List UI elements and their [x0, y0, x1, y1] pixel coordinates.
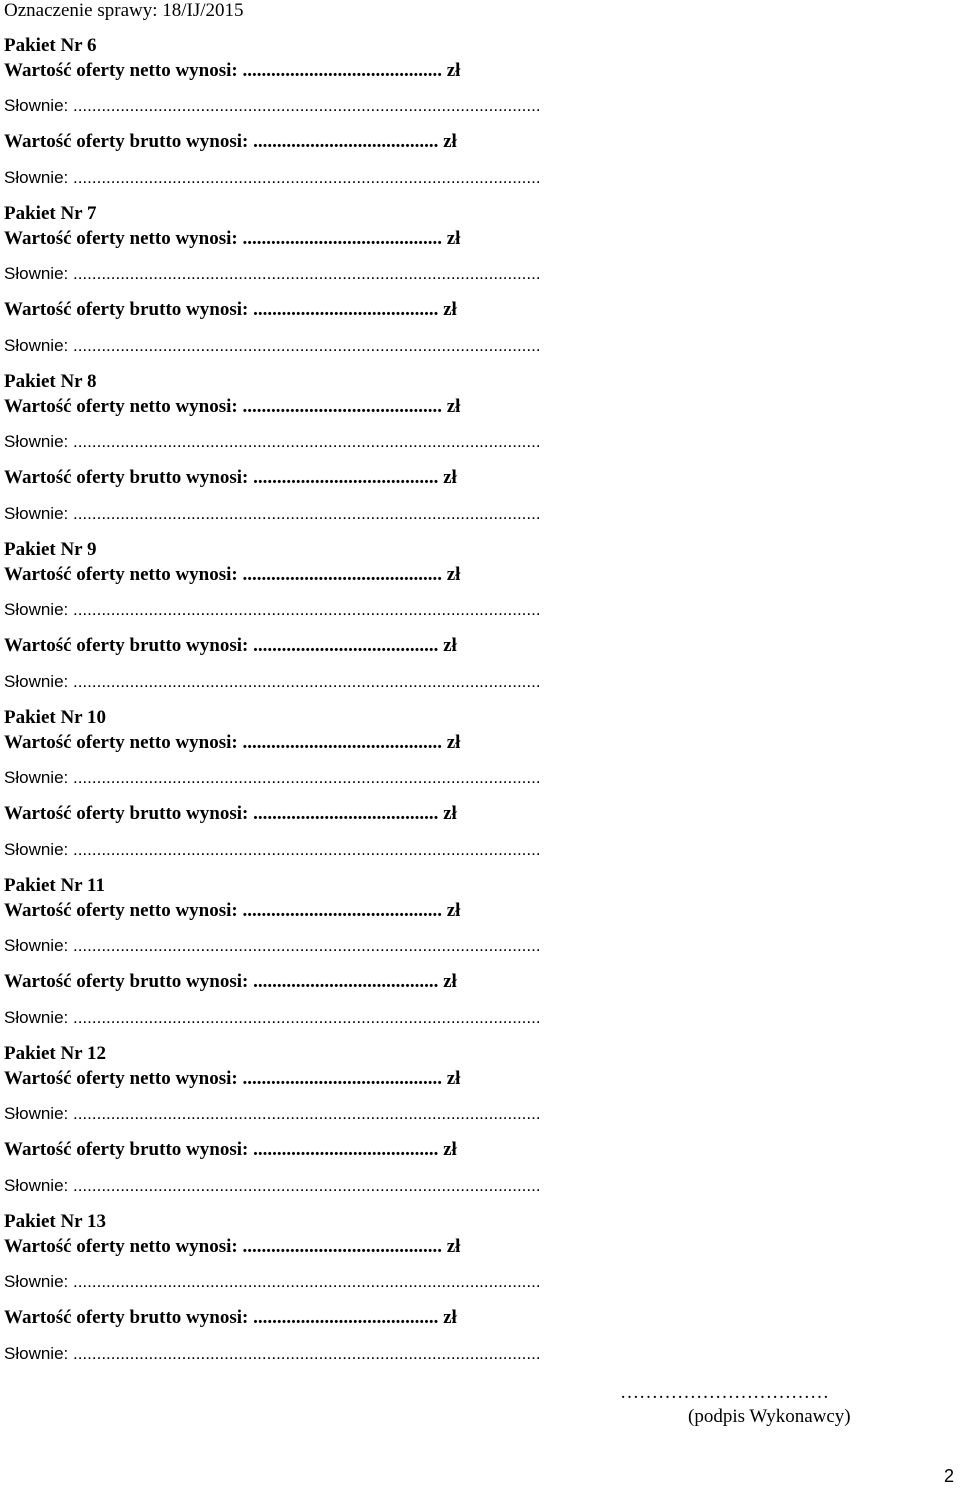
- offer-packages: [4, 35, 904, 1379]
- net-value-line: Wartość oferty netto wynosi: .......................................... zł: [4, 900, 461, 921]
- net-value-line: Wartość oferty netto wynosi: .......................................... zł: [4, 1068, 461, 1089]
- case-reference: Oznaczenie sprawy: 18/IJ/2015: [4, 0, 244, 21]
- gross-value-in-words-line: Słownie: ...................................................................................................: [4, 336, 541, 355]
- gross-value-line: Wartość oferty brutto wynosi: ....................................... zł: [4, 299, 457, 320]
- page-number: 2: [943, 1466, 954, 1486]
- package-title: Pakiet Nr 11: [4, 875, 105, 896]
- gross-value-in-words-line: Słownie: ...................................................................................................: [4, 504, 541, 523]
- gross-value-in-words-line: Słownie: ...................................................................................................: [4, 168, 541, 187]
- signature-dotted-line: ……………………………: [620, 1382, 829, 1403]
- package-block: [4, 203, 904, 371]
- gross-value-line: Wartość oferty brutto wynosi: ....................................... zł: [4, 803, 457, 824]
- package-block: [4, 875, 904, 1043]
- net-value-in-words-line: Słownie: ...................................................................................................: [4, 600, 541, 619]
- package-block: [4, 35, 904, 203]
- package-title: Pakiet Nr 9: [4, 539, 97, 560]
- net-value-line: Wartość oferty netto wynosi: .......................................... zł: [4, 60, 461, 81]
- package-block: [4, 1043, 904, 1211]
- gross-value-line: Wartość oferty brutto wynosi: ....................................... zł: [4, 1139, 457, 1160]
- gross-value-in-words-line: Słownie: ...................................................................................................: [4, 1008, 541, 1027]
- gross-value-line: Wartość oferty brutto wynosi: ....................................... zł: [4, 131, 457, 152]
- gross-value-in-words-line: Słownie: ...................................................................................................: [4, 672, 541, 691]
- gross-value-line: Wartość oferty brutto wynosi: ....................................... zł: [4, 971, 457, 992]
- gross-value-line: Wartość oferty brutto wynosi: ....................................... zł: [4, 635, 457, 656]
- package-title: Pakiet Nr 12: [4, 1043, 107, 1064]
- gross-value-line: Wartość oferty brutto wynosi: ....................................... zł: [4, 467, 457, 488]
- package-title: Pakiet Nr 7: [4, 203, 97, 224]
- package-block: [4, 371, 904, 539]
- gross-value-in-words-line: Słownie: ...................................................................................................: [4, 1344, 541, 1363]
- net-value-in-words-line: Słownie: ...................................................................................................: [4, 432, 541, 451]
- package-block: [4, 539, 904, 707]
- package-title: Pakiet Nr 10: [4, 707, 107, 728]
- package-title: Pakiet Nr 13: [4, 1211, 107, 1232]
- net-value-in-words-line: Słownie: ...................................................................................................: [4, 1272, 541, 1291]
- net-value-line: Wartość oferty netto wynosi: .......................................... zł: [4, 564, 461, 585]
- package-block: [4, 707, 904, 875]
- net-value-in-words-line: Słownie: ...................................................................................................: [4, 768, 541, 787]
- net-value-line: Wartość oferty netto wynosi: .......................................... zł: [4, 732, 461, 753]
- signature-label: (podpis Wykonawcy): [688, 1406, 851, 1427]
- package-title: Pakiet Nr 6: [4, 35, 97, 56]
- net-value-in-words-line: Słownie: ...................................................................................................: [4, 936, 541, 955]
- gross-value-in-words-line: Słownie: ...................................................................................................: [4, 1176, 541, 1195]
- net-value-in-words-line: Słownie: ...................................................................................................: [4, 96, 541, 115]
- net-value-line: Wartość oferty netto wynosi: .......................................... zł: [4, 228, 461, 249]
- net-value-in-words-line: Słownie: ...................................................................................................: [4, 1104, 541, 1123]
- gross-value-line: Wartość oferty brutto wynosi: ....................................... zł: [4, 1307, 457, 1328]
- gross-value-in-words-line: Słownie: ...................................................................................................: [4, 840, 541, 859]
- net-value-in-words-line: Słownie: ...................................................................................................: [4, 264, 541, 283]
- package-title: Pakiet Nr 8: [4, 371, 97, 392]
- package-block: [4, 1211, 904, 1379]
- net-value-line: Wartość oferty netto wynosi: .......................................... zł: [4, 396, 461, 417]
- net-value-line: Wartość oferty netto wynosi: .......................................... zł: [4, 1236, 461, 1257]
